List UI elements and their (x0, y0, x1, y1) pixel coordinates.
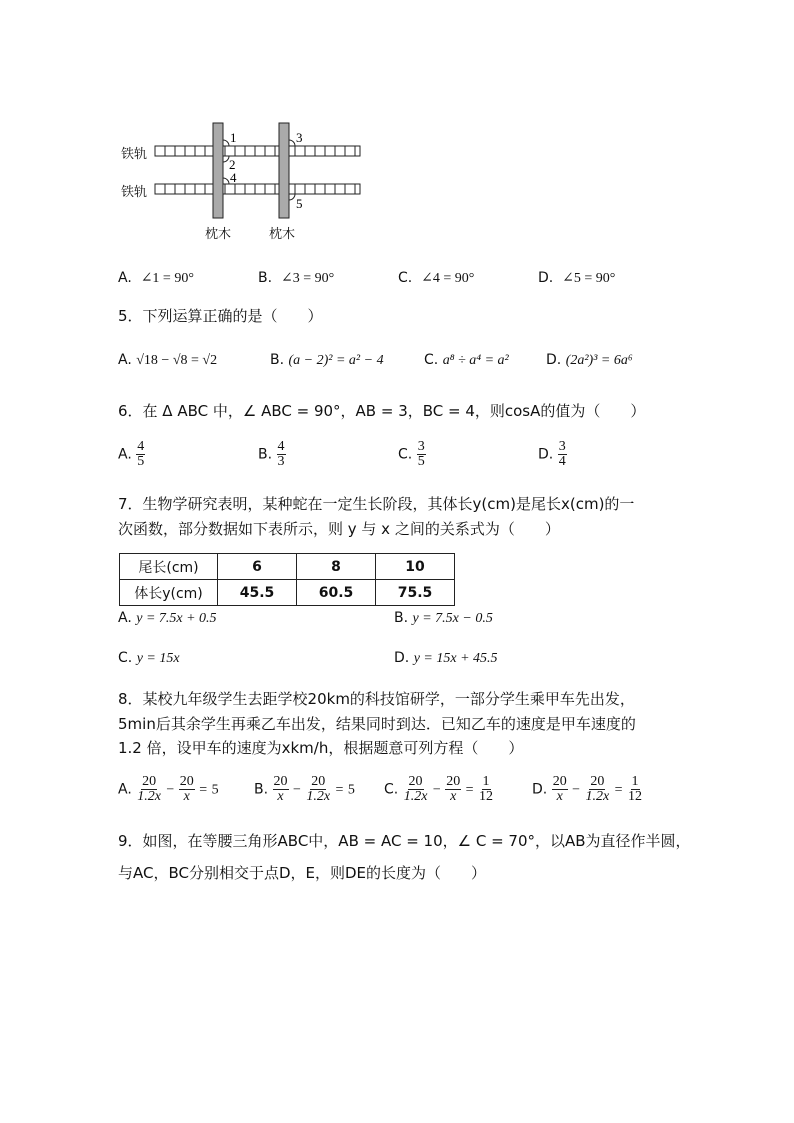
q5-option-d[interactable]: D. (2a²)³ = 6a⁶ (546, 352, 633, 368)
q8-c-frac-1: $\frac{20}{1.2x}$ (403, 774, 428, 804)
q8-b-frac-2: $\frac{20}{1.2x}$ (306, 774, 331, 804)
q8-stem-line-3: 1.2 倍，设甲车的速度为xkm/h，根据题意可列方程（ ） (118, 739, 524, 757)
table-row (120, 554, 455, 580)
sleeper-right (279, 123, 289, 218)
sleeper-left (213, 123, 223, 218)
table-cell: 60.5 (297, 580, 376, 606)
table-header-body-length: 体长y(cm) (120, 580, 218, 606)
q8-c-frac-rhs: $\frac{1}{12}$ (479, 774, 494, 804)
q4-option-a[interactable]: A. ∠1 = 90° (118, 270, 194, 286)
q8-d-frac-2: $\frac{20}{1.2x}$ (585, 774, 610, 804)
q8-b-rhs: 5 (347, 782, 355, 798)
table-cell: 6 (218, 554, 297, 580)
q7-option-b[interactable]: B. y = 7.5x − 0.5 (394, 610, 493, 626)
q7-stem-line-1: 7．生物学研究表明，某种蛇在一定生长阶段，其体长y(cm)是尾长x(cm)的一 (118, 495, 635, 513)
q9-stem-line-1: 9．如图，在等腰三角形ABC中，AB = AC = 10，∠ C = 70°，以AB为直径作半圆， (118, 832, 691, 850)
table-cell: 45.5 (218, 580, 297, 606)
q8-d-frac-1: $\frac{20}{x}$ (552, 774, 567, 804)
q4-option-c[interactable]: C. ∠4 = 90° (398, 270, 475, 286)
q8-option-c[interactable]: C. $\frac{20}{1.2x}$ − $\frac{20}{x}$ = $\frac{1}{12}$ (384, 774, 494, 804)
equals-sign: = (465, 782, 474, 798)
q4-option-d-expr: ∠5 = 90° (562, 271, 616, 286)
q5-stem: 5．下列运算正确的是（ ） (118, 307, 323, 325)
minus-sign: − (292, 782, 301, 798)
rail-top (155, 146, 360, 156)
angle-arc-1 (223, 140, 229, 146)
minus-sign: − (166, 782, 175, 798)
q8-a-frac-2: $\frac{20}{x}$ (179, 774, 194, 804)
q6-option-b[interactable]: B. $\frac{4}{3}$ (258, 439, 285, 469)
q5-option-c[interactable]: C. a⁸ ÷ a⁴ = a² (424, 352, 509, 368)
rail-label-top: 铁轨 (121, 147, 148, 162)
q4-option-b[interactable]: B. ∠3 = 90° (258, 270, 335, 286)
q7-option-d-expr: y = 15x + 45.5 (413, 651, 498, 666)
q6-option-c-fraction: $\frac{3}{5}$ (417, 439, 425, 469)
q4-option-d[interactable]: D. ∠5 = 90° (538, 270, 616, 286)
sleeper-label-right: 枕木 (269, 227, 296, 242)
q8-stem-line-2: 5min后其余学生再乘乙车出发，结果同时到达．已知乙车的速度是甲车速度的 (118, 715, 636, 733)
equals-sign: = (614, 782, 623, 798)
q8-option-a[interactable]: A. $\frac{20}{1.2x}$ − $\frac{20}{x}$ = 5 (118, 774, 219, 804)
table-cell: 10 (376, 554, 455, 580)
q6-option-c[interactable]: C. $\frac{3}{5}$ (398, 439, 425, 469)
q8-c-frac-2: $\frac{20}{x}$ (446, 774, 461, 804)
q8-option-b[interactable]: B. $\frac{20}{x}$ − $\frac{20}{1.2x}$ = 5 (254, 774, 355, 804)
angle-arc-3 (289, 140, 295, 146)
q7-option-a[interactable]: A. y = 7.5x + 0.5 (118, 610, 217, 626)
q8-stem-line-1: 8．某校九年级学生去距学校20km的科技馆研学，一部分学生乘甲车先出发， (118, 690, 635, 708)
q8-a-rhs: 5 (211, 782, 219, 798)
q4-option-c-expr: ∠4 = 90° (421, 271, 475, 286)
rail-bottom (155, 184, 360, 194)
angle-label-5: 5 (296, 196, 303, 211)
table-cell: 75.5 (376, 580, 455, 606)
q6-stem: 6．在 Δ ABC 中，∠ ABC = 90°，AB = 3，BC = 4，则cosA的值为（ ） (118, 402, 646, 420)
equals-sign: = (199, 782, 208, 798)
q7-stem-line-2: 次函数，部分数据如下表所示，则 y 与 x 之间的关系式为（ ） (118, 520, 560, 538)
q8-option-d[interactable]: D. $\frac{20}{x}$ − $\frac{20}{1.2x}$ = $\frac{1}{12}$ (532, 774, 643, 804)
q9-stem-line-2: 与AC，BC分别相交于点D，E，则DE的长度为（ ） (118, 864, 487, 882)
angle-label-2: 2 (229, 157, 236, 172)
equals-sign: = (335, 782, 344, 798)
q5-option-d-expr: (2a²)³ = 6a⁶ (565, 353, 633, 368)
q5-option-a-expr: √18 − √8 = √2 (136, 353, 218, 368)
rail-sleeper-figure (115, 118, 375, 248)
q6-option-a[interactable]: A. $\frac{4}{5}$ (118, 439, 145, 469)
q6-option-a-fraction: $\frac{4}{5}$ (137, 439, 145, 469)
angle-arc-5 (289, 194, 295, 200)
angle-arc-4 (223, 178, 229, 184)
table-cell: 8 (297, 554, 376, 580)
q7-option-a-expr: y = 7.5x + 0.5 (136, 611, 217, 626)
q5-option-b-expr: (a − 2)² = a² − 4 (288, 353, 384, 368)
rail-diagram (115, 118, 375, 248)
q6-option-d-fraction: $\frac{3}{4}$ (558, 439, 566, 469)
q5-option-c-expr: a⁸ ÷ a⁴ = a² (442, 353, 509, 368)
q8-d-frac-rhs: $\frac{1}{12}$ (628, 774, 643, 804)
q8-a-frac-1: $\frac{20}{1.2x}$ (137, 774, 161, 804)
q4-option-a-expr: ∠1 = 90° (140, 271, 194, 286)
sleeper-label-left: 枕木 (205, 227, 232, 242)
table-row (120, 580, 455, 606)
q8-b-frac-1: $\frac{20}{x}$ (273, 774, 288, 804)
rail-label-bottom: 铁轨 (121, 185, 148, 200)
q7-option-c-expr: y = 15x (136, 651, 180, 666)
q5-option-b[interactable]: B. (a − 2)² = a² − 4 (270, 352, 384, 368)
q5-option-a[interactable]: A. √18 − √8 = √2 (118, 352, 218, 368)
minus-sign: − (572, 782, 581, 798)
q7-option-b-expr: y = 7.5x − 0.5 (412, 611, 493, 626)
q6-option-d[interactable]: D. $\frac{3}{4}$ (538, 439, 566, 469)
q7-data-table (119, 553, 455, 606)
q7-option-c[interactable]: C. y = 15x (118, 650, 180, 666)
minus-sign: − (432, 782, 441, 798)
q4-option-b-expr: ∠3 = 90° (280, 271, 335, 286)
table-header-tail-length: 尾长(cm) (120, 554, 218, 580)
angle-label-4: 4 (230, 170, 237, 185)
q6-option-b-fraction: $\frac{4}{3}$ (277, 439, 285, 469)
angle-label-3: 3 (296, 130, 303, 145)
q7-option-d[interactable]: D. y = 15x + 45.5 (394, 650, 498, 666)
angle-label-1: 1 (230, 130, 237, 145)
